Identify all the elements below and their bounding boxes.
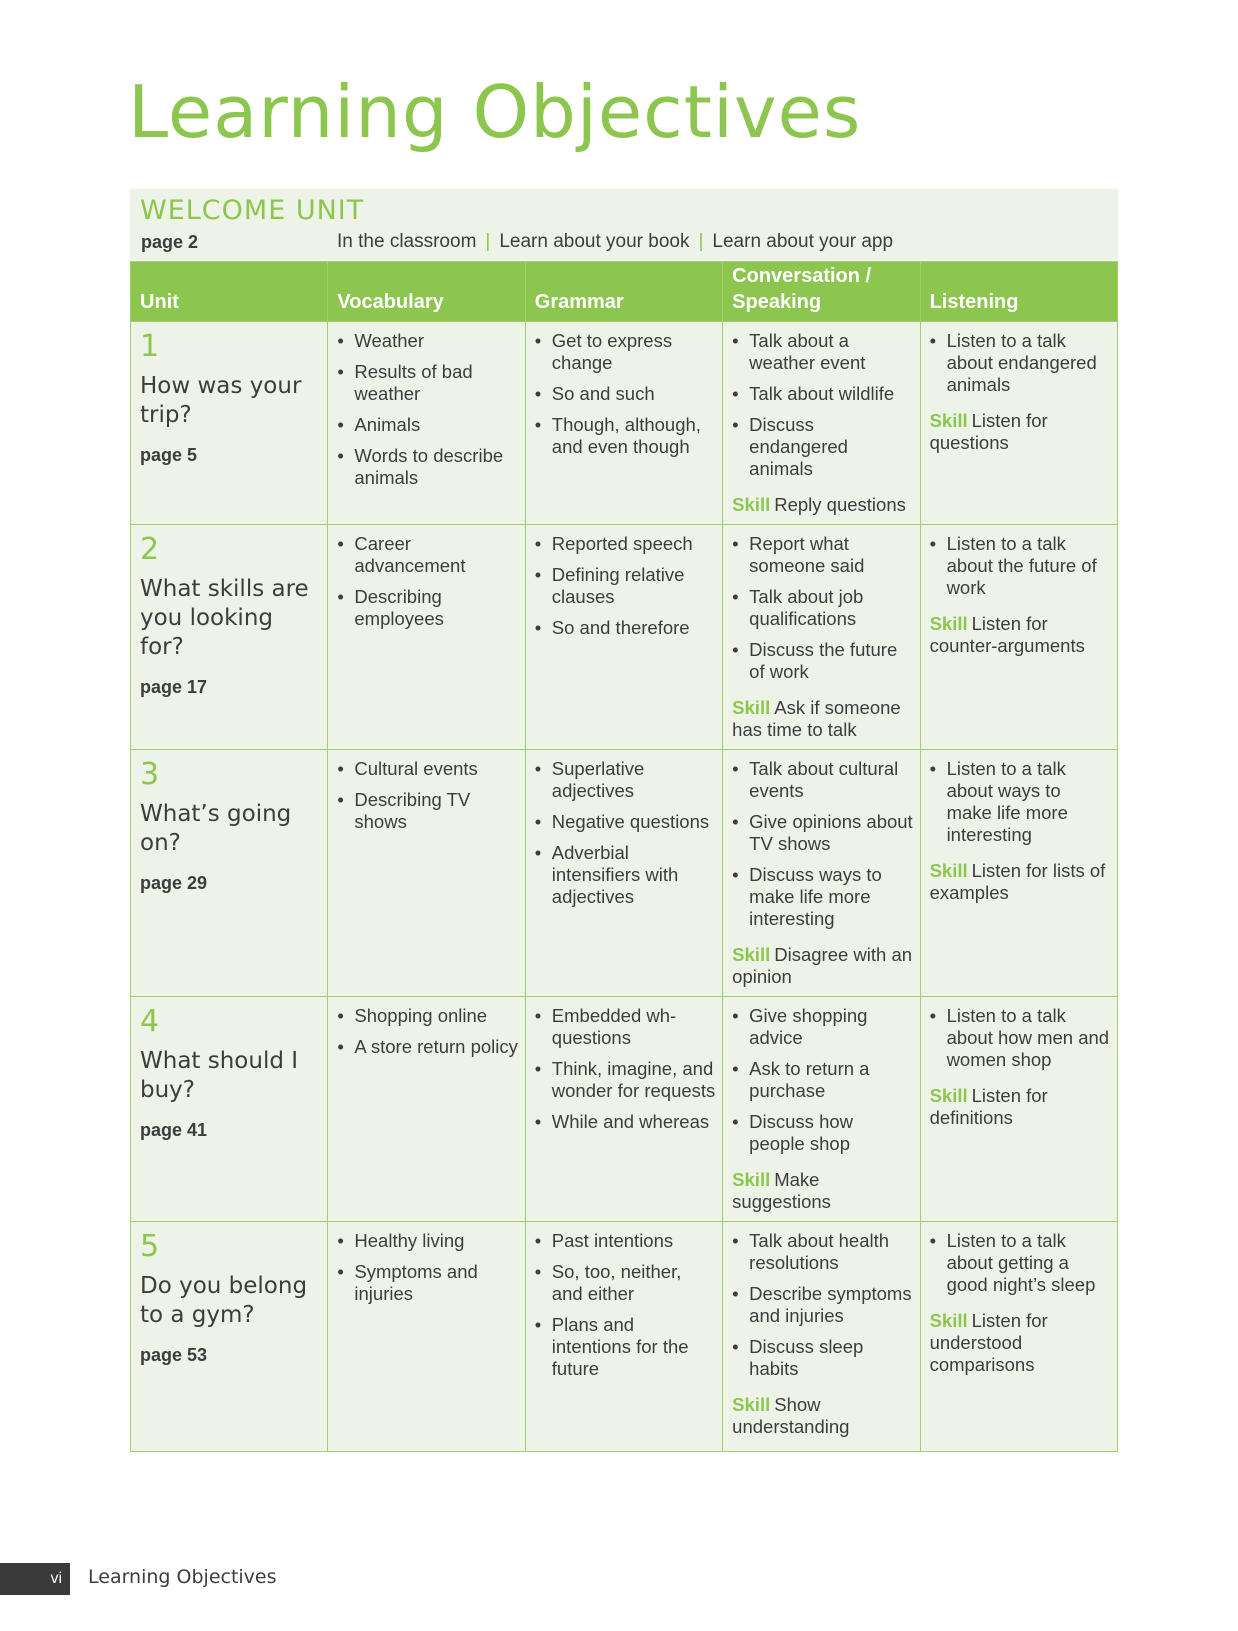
welcome-unit-banner [130, 189, 1118, 260]
unit-title: What skills are you looking for? [140, 576, 309, 660]
grammar-cell [525, 1222, 722, 1452]
listening-item: • Listen to a talk about how men and women shop [930, 1005, 1111, 1071]
skill-label: Skill [732, 1394, 771, 1415]
welcome-unit-title: WELCOME UNIT [140, 195, 365, 226]
listening-list [930, 1005, 1111, 1071]
skill-text: Reply questions [774, 494, 906, 515]
grammar-item: • Past intentions [535, 1230, 716, 1252]
conversation-cell [723, 525, 920, 750]
listening-cell [920, 322, 1117, 525]
conversation-cell [723, 322, 920, 525]
welcome-unit-topics [337, 231, 893, 253]
footer-section-title: Learning Objectives [88, 1566, 277, 1588]
unit-title: What should I buy? [140, 1048, 299, 1103]
grammar-list [535, 533, 716, 639]
conversation-item: • Discuss the future of work [732, 639, 913, 683]
grammar-cell [525, 525, 722, 750]
skill-text: Listen for understood comparisons [929, 1310, 1048, 1375]
unit-cell [131, 322, 328, 525]
table-row [131, 750, 1118, 997]
vocabulary-cell [328, 997, 525, 1222]
skill-text: Disagree with an opinion [732, 944, 913, 987]
unit-cell [131, 997, 328, 1222]
listening-list [930, 533, 1111, 599]
welcome-topic: Learn about your book [499, 231, 690, 252]
vocabulary-list [337, 758, 518, 833]
header-listening: Listening [920, 262, 1117, 322]
header-grammar: Grammar [525, 262, 722, 322]
grammar-item: • Superlative adjectives [535, 758, 716, 802]
skill-label: Skill [929, 613, 968, 634]
conversation-item: • Report what someone said [732, 533, 913, 577]
grammar-cell [525, 750, 722, 997]
unit-page: page 5 [140, 445, 198, 465]
listening-cell [920, 750, 1117, 997]
conversation-item: • Discuss ways to make life more interesting [732, 864, 913, 930]
grammar-cell [525, 997, 722, 1222]
vocabulary-cell [328, 322, 525, 525]
skill-label: Skill [929, 1310, 968, 1331]
unit-number: 2 [140, 532, 160, 567]
conversation-item: • Ask to return a purchase [732, 1058, 913, 1102]
unit-cell [131, 750, 328, 997]
vocabulary-item: • Weather [337, 330, 518, 352]
grammar-item: • Negative questions [535, 811, 716, 833]
vocabulary-list [337, 1230, 518, 1305]
grammar-cell [525, 322, 722, 525]
listening-item: • Listen to a talk about ways to make life more interesting [930, 758, 1111, 846]
grammar-item: • While and whereas [535, 1111, 716, 1133]
vocabulary-list [337, 1005, 518, 1058]
skill-text: Make suggestions [732, 1169, 831, 1212]
conversation-list [732, 1005, 913, 1155]
skill-text: Listen for questions [929, 410, 1048, 453]
vocabulary-list [337, 330, 518, 489]
vocabulary-item: • Words to describe animals [337, 445, 518, 489]
grammar-item: • Defining relative clauses [535, 564, 716, 608]
conversation-cell [723, 997, 920, 1222]
header-conversation: Conversation / Speaking [723, 262, 920, 322]
unit-page: page 29 [140, 873, 208, 893]
unit-number: 4 [140, 1004, 160, 1039]
objectives-table [130, 261, 1118, 1452]
vocabulary-item: • Symptoms and injuries [337, 1261, 518, 1305]
vocabulary-item: • Describing TV shows [337, 789, 518, 833]
skill-text: Ask if someone has time to talk [732, 697, 901, 740]
skill-text: Listen for definitions [929, 1085, 1048, 1128]
welcome-topic: In the classroom [337, 231, 477, 252]
listening-item: • Listen to a talk about the future of work [930, 533, 1111, 599]
grammar-list [535, 330, 716, 458]
vocabulary-item: • Career advancement [337, 533, 518, 577]
welcome-topic: Learn about your app [712, 231, 894, 252]
unit-title: Do you belong to a gym? [140, 1273, 308, 1328]
grammar-item: • Though, although, and even though [535, 414, 716, 458]
vocabulary-cell [328, 1222, 525, 1452]
conversation-item: • Talk about cultural events [732, 758, 913, 802]
skill-label: Skill [732, 1169, 771, 1190]
listening-list [930, 758, 1111, 846]
grammar-list [535, 1230, 716, 1380]
conversation-item: • Talk about job qualifications [732, 586, 913, 630]
grammar-item: • So and such [535, 383, 716, 405]
vocabulary-item: • A store return policy [337, 1036, 518, 1058]
vocabulary-item: • Healthy living [337, 1230, 518, 1252]
skill-note [930, 410, 1111, 454]
skill-label: Skill [929, 860, 968, 881]
grammar-item: • So, too, neither, and either [535, 1261, 716, 1305]
unit-cell [131, 1222, 328, 1452]
conversation-item: • Describe symptoms and injuries [732, 1283, 913, 1327]
skill-label: Skill [732, 494, 771, 515]
skill-note [732, 1394, 913, 1438]
table-row [131, 322, 1118, 525]
unit-title: How was your trip? [140, 373, 302, 428]
skill-note [732, 944, 913, 988]
conversation-item: • Talk about health resolutions [732, 1230, 913, 1274]
page-title: Learning Objectives [128, 70, 862, 154]
welcome-unit-page: page 2 [141, 232, 199, 252]
vocabulary-item: • Cultural events [337, 758, 518, 780]
vocabulary-item: • Shopping online [337, 1005, 518, 1027]
unit-page: page 41 [140, 1120, 208, 1140]
skill-label: Skill [732, 944, 771, 965]
unit-number: 3 [140, 757, 160, 792]
listening-cell [920, 997, 1117, 1222]
conversation-item: • Talk about a weather event [732, 330, 913, 374]
grammar-list [535, 1005, 716, 1133]
skill-note [732, 494, 913, 516]
skill-text: Listen for lists of examples [929, 860, 1106, 903]
skill-note [732, 1169, 913, 1213]
skill-note [930, 1310, 1111, 1376]
conversation-item: • Discuss sleep habits [732, 1336, 913, 1380]
listening-list [930, 330, 1111, 396]
vocabulary-cell [328, 525, 525, 750]
skill-note [930, 613, 1111, 657]
conversation-item: • Discuss endangered animals [732, 414, 913, 480]
conversation-item: • Give opinions about TV shows [732, 811, 913, 855]
grammar-item: • Think, imagine, and wonder for requests [535, 1058, 716, 1102]
vocabulary-cell [328, 750, 525, 997]
skill-label: Skill [929, 1085, 968, 1106]
listening-item: • Listen to a talk about endangered animals [930, 330, 1111, 396]
unit-page: page 17 [140, 677, 208, 697]
conversation-item: • Give shopping advice [732, 1005, 913, 1049]
skill-note [732, 697, 913, 741]
vocabulary-item: • Results of bad weather [337, 361, 518, 405]
grammar-item: • Get to express change [535, 330, 716, 374]
conversation-cell [723, 1222, 920, 1452]
listening-item: • Listen to a talk about getting a good night’s sleep [930, 1230, 1111, 1296]
unit-number: 5 [140, 1229, 160, 1264]
separator: | [485, 231, 491, 252]
separator: | [698, 231, 704, 252]
conversation-item: • Talk about wildlife [732, 383, 913, 405]
unit-cell [131, 525, 328, 750]
header-vocabulary: Vocabulary [328, 262, 525, 322]
grammar-item: • Reported speech [535, 533, 716, 555]
vocabulary-item: • Animals [337, 414, 518, 436]
table-header-row [131, 262, 1118, 322]
listening-list [930, 1230, 1111, 1296]
unit-number: 1 [140, 329, 160, 364]
grammar-item: • Embedded wh- questions [535, 1005, 716, 1049]
grammar-list [535, 758, 716, 908]
table-row [131, 1222, 1118, 1452]
conversation-item: • Discuss how people shop [732, 1111, 913, 1155]
footer-page-number: vi [0, 1563, 70, 1595]
conversation-list [732, 1230, 913, 1380]
grammar-item: • Adverbial intensifiers with adjectives [535, 842, 716, 908]
skill-text: Listen for counter-arguments [929, 613, 1085, 656]
conversation-list [732, 330, 913, 480]
listening-cell [920, 1222, 1117, 1452]
table-row [131, 997, 1118, 1222]
grammar-item: • Plans and intentions for the future [535, 1314, 716, 1380]
header-unit: Unit [131, 262, 328, 322]
unit-page: page 53 [140, 1345, 208, 1365]
skill-note [930, 860, 1111, 904]
listening-cell [920, 525, 1117, 750]
table-row [131, 525, 1118, 750]
skill-label: Skill [732, 697, 771, 718]
skill-note [930, 1085, 1111, 1129]
skill-label: Skill [929, 410, 968, 431]
conversation-list [732, 533, 913, 683]
unit-title: What’s going on? [140, 801, 292, 856]
conversation-list [732, 758, 913, 930]
grammar-item: • So and therefore [535, 617, 716, 639]
unit-rows [131, 322, 1118, 1452]
skill-text: Show understanding [732, 1394, 850, 1437]
conversation-cell [723, 750, 920, 997]
vocabulary-item: • Describing employees [337, 586, 518, 630]
vocabulary-list [337, 533, 518, 630]
